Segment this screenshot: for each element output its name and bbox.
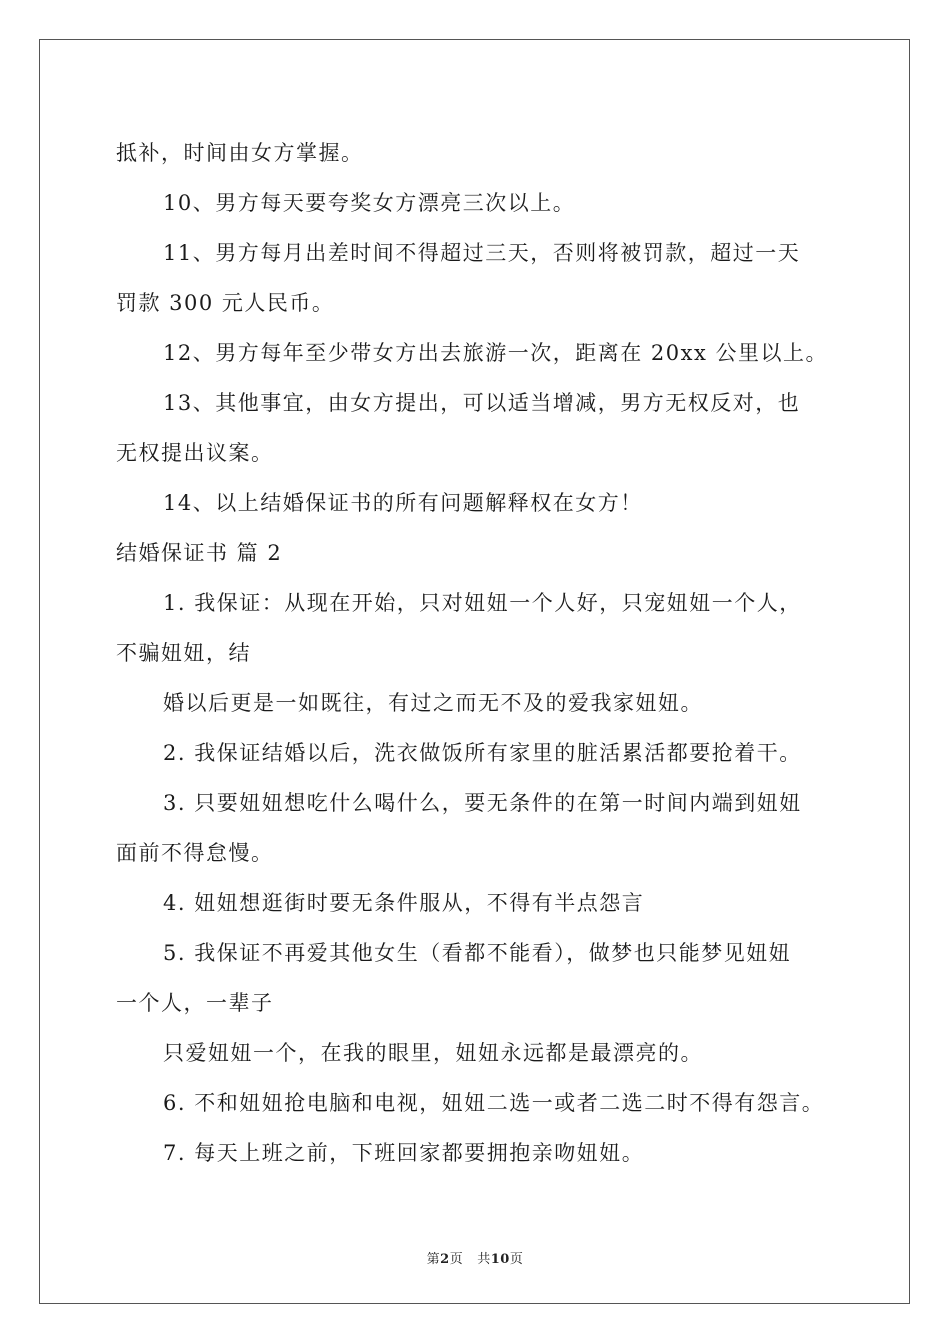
document-body: [116, 128, 846, 1178]
paragraph-line: 面前不得怠慢。: [116, 841, 274, 865]
paragraph-line: 6. 不和妞妞抢电脑和电视，妞妞二选一或者二选二时不得有怨言。: [163, 1091, 825, 1115]
paragraph-line: 7. 每天上班之前，下班回家都要拥抱亲吻妞妞。: [163, 1141, 645, 1165]
paragraph-line: 只爱妞妞一个，在我的眼里，妞妞永远都是最漂亮的。: [163, 1041, 703, 1065]
page-footer: [0, 1248, 950, 1267]
paragraph-line: 婚以后更是一如既往，有过之而无不及的爱我家妞妞。: [163, 691, 703, 715]
paragraph-line: 3. 只要妞妞想吃什么喝什么，要无条件的在第一时间内端到妞妞: [163, 791, 802, 815]
paragraph-line: 12、男方每年至少带女方出去旅游一次，距离在 20xx 公里以上。: [163, 341, 828, 365]
paragraph-line: 2. 我保证结婚以后，洗衣做饭所有家里的脏活累活都要抢着干。: [163, 741, 802, 765]
paragraph-line: 4. 妞妞想逛街时要无条件服从，不得有半点怨言: [163, 891, 645, 915]
paragraph-line: 13、其他事宜，由女方提出，可以适当增减，男方无权反对，也: [163, 391, 801, 415]
paragraph-line: 罚款 300 元人民币。: [116, 291, 335, 315]
paragraph-line: 14、以上结婚保证书的所有问题解释权在女方！: [163, 491, 643, 515]
paragraph-line: 10、男方每天要夸奖女方漂亮三次以上。: [163, 191, 576, 215]
section-heading: 结婚保证书 篇 2: [116, 541, 283, 565]
paragraph-line: 1. 我保证：从现在开始，只对妞妞一个人好，只宠妞妞一个人，: [163, 591, 802, 615]
paragraph-line: 无权提出议案。: [116, 441, 274, 465]
paragraph-line: 11、男方每月出差时间不得超过三天，否则将被罚款，超过一天: [163, 241, 801, 265]
paragraph-line: 不骗妞妞，结: [116, 641, 251, 665]
total-pages-label: 共10页: [477, 1252, 524, 1267]
page-number-label: 第2页: [426, 1252, 464, 1267]
paragraph-line: 抵补，时间由女方掌握。: [116, 141, 364, 165]
paragraph-line: 一个人，一辈子: [116, 991, 274, 1015]
paragraph-line: 5. 我保证不再爱其他女生（看都不能看），做梦也只能梦见妞妞: [163, 941, 792, 965]
